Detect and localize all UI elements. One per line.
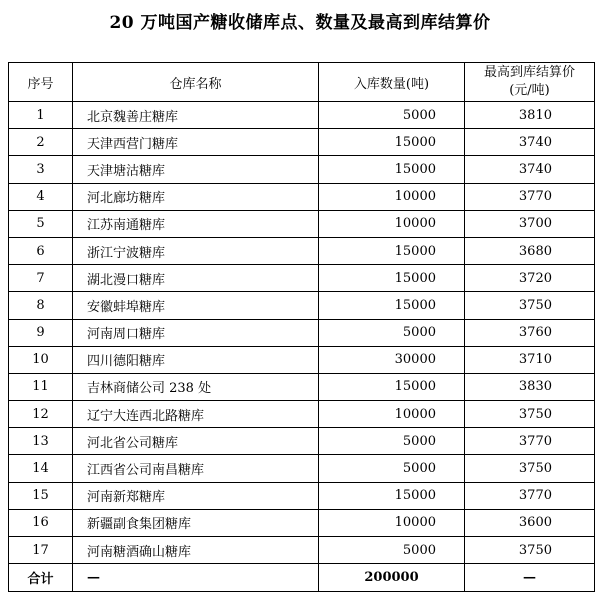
- row-price: 3810: [465, 102, 595, 129]
- row-price: 3830: [465, 373, 595, 400]
- table-body: [9, 102, 595, 564]
- table-row: [9, 537, 595, 564]
- table-row: [9, 102, 595, 129]
- table-row: [9, 210, 595, 237]
- row-quantity: 15000: [319, 237, 465, 264]
- row-quantity: 15000: [319, 292, 465, 319]
- table-row: [9, 346, 595, 373]
- row-no: 15: [9, 482, 73, 509]
- row-no: 14: [9, 455, 73, 482]
- header-no: 序号: [9, 63, 73, 102]
- total-price: —: [465, 564, 595, 592]
- row-no: 2: [9, 129, 73, 156]
- table-row: [9, 455, 595, 482]
- row-no: 17: [9, 537, 73, 564]
- table-row: [9, 292, 595, 319]
- row-quantity: 15000: [319, 156, 465, 183]
- row-no: 5: [9, 210, 73, 237]
- row-warehouse-name: 湖北漫口糖库: [73, 265, 319, 292]
- document-title: 20 万吨国产糖收储库点、数量及最高到库结算价: [109, 13, 491, 33]
- table-row: [9, 509, 595, 536]
- row-price: 3710: [465, 346, 595, 373]
- row-no: 9: [9, 319, 73, 346]
- row-no: 11: [9, 373, 73, 400]
- table-row: [9, 183, 595, 210]
- table-header-row: [9, 63, 595, 102]
- row-warehouse-name: 天津塘沽糖库: [73, 156, 319, 183]
- table-row: [9, 319, 595, 346]
- row-price: 3750: [465, 537, 595, 564]
- row-no: 12: [9, 401, 73, 428]
- row-warehouse-name: 河北廊坊糖库: [73, 183, 319, 210]
- row-price: 3720: [465, 265, 595, 292]
- row-warehouse-name: 新疆副食集团糖库: [73, 509, 319, 536]
- row-no: 8: [9, 292, 73, 319]
- row-quantity: 10000: [319, 210, 465, 237]
- header-price-line2: (元/吨): [509, 83, 550, 98]
- row-quantity: 5000: [319, 428, 465, 455]
- row-quantity: 5000: [319, 319, 465, 346]
- row-quantity: 10000: [319, 401, 465, 428]
- row-quantity: 10000: [319, 509, 465, 536]
- row-warehouse-name: 辽宁大连西北路糖库: [73, 401, 319, 428]
- row-no: 13: [9, 428, 73, 455]
- row-no: 4: [9, 183, 73, 210]
- total-label: 合计: [9, 564, 73, 592]
- total-row: [9, 564, 595, 592]
- row-warehouse-name: 河南新郑糖库: [73, 482, 319, 509]
- row-warehouse-name: 河南糖酒确山糖库: [73, 537, 319, 564]
- table-row: [9, 401, 595, 428]
- total-quantity: 200000: [319, 564, 465, 592]
- row-warehouse-name: 安徽蚌埠糖库: [73, 292, 319, 319]
- row-price: 3680: [465, 237, 595, 264]
- row-no: 1: [9, 102, 73, 129]
- row-warehouse-name: 北京魏善庄糖库: [73, 102, 319, 129]
- row-warehouse-name: 天津西营门糖库: [73, 129, 319, 156]
- row-quantity: 5000: [319, 102, 465, 129]
- row-no: 10: [9, 346, 73, 373]
- row-warehouse-name: 吉林商储公司 238 处: [73, 373, 319, 400]
- row-no: 6: [9, 237, 73, 264]
- row-warehouse-name: 河北省公司糖库: [73, 428, 319, 455]
- row-price: 3740: [465, 156, 595, 183]
- row-price: 3700: [465, 210, 595, 237]
- row-price: 3750: [465, 455, 595, 482]
- table-row: [9, 156, 595, 183]
- row-price: 3770: [465, 428, 595, 455]
- table-row: [9, 237, 595, 264]
- row-quantity: 10000: [319, 183, 465, 210]
- header-price-line1: 最高到库结算价: [483, 65, 575, 80]
- row-price: 3770: [465, 482, 595, 509]
- table-row: [9, 373, 595, 400]
- row-quantity: 15000: [319, 482, 465, 509]
- row-price: 3750: [465, 292, 595, 319]
- row-no: 7: [9, 265, 73, 292]
- row-warehouse-name: 江西省公司南昌糖库: [73, 455, 319, 482]
- header-quantity: 入库数量(吨): [319, 63, 465, 102]
- header-warehouse-name: 仓库名称: [73, 63, 319, 102]
- row-quantity: 30000: [319, 346, 465, 373]
- row-no: 3: [9, 156, 73, 183]
- table-row: [9, 482, 595, 509]
- row-no: 16: [9, 509, 73, 536]
- row-warehouse-name: 四川德阳糖库: [73, 346, 319, 373]
- row-warehouse-name: 江苏南通糖库: [73, 210, 319, 237]
- row-price: 3770: [465, 183, 595, 210]
- row-quantity: 15000: [319, 129, 465, 156]
- row-quantity: 15000: [319, 373, 465, 400]
- row-quantity: 5000: [319, 455, 465, 482]
- table-row: [9, 129, 595, 156]
- row-quantity: 15000: [319, 265, 465, 292]
- row-price: 3760: [465, 319, 595, 346]
- row-warehouse-name: 河南周口糖库: [73, 319, 319, 346]
- row-price: 3600: [465, 509, 595, 536]
- warehouse-table: [8, 62, 595, 592]
- row-price: 3750: [465, 401, 595, 428]
- row-warehouse-name: 浙江宁波糖库: [73, 237, 319, 264]
- row-price: 3740: [465, 129, 595, 156]
- row-quantity: 5000: [319, 537, 465, 564]
- header-price: [465, 63, 595, 102]
- table-row: [9, 265, 595, 292]
- table-row: [9, 428, 595, 455]
- total-name: —: [73, 564, 319, 592]
